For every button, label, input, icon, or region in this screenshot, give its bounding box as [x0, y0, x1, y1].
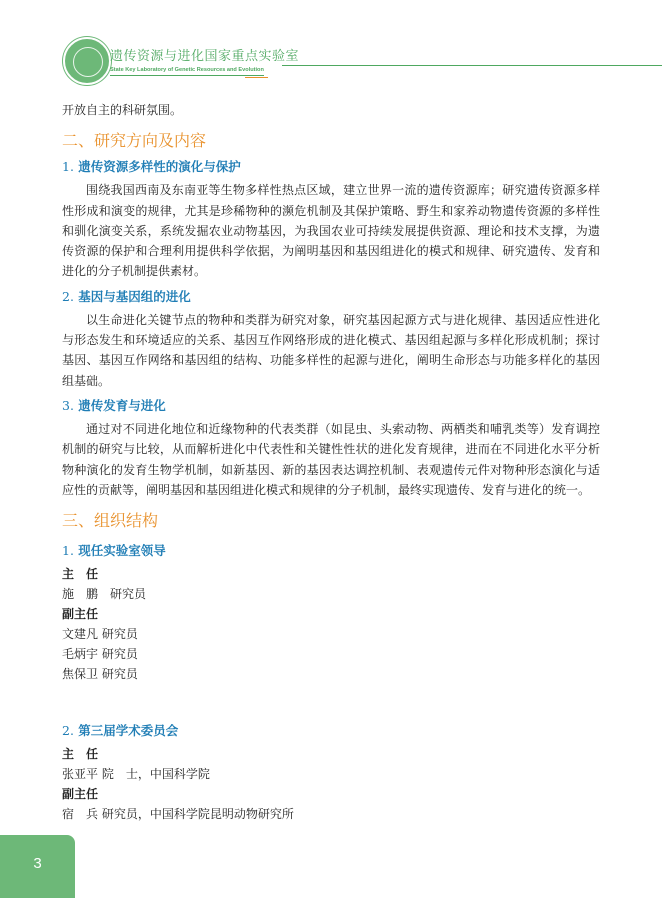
person-line: 张亚平 院 士，中国科学院 — [62, 767, 210, 782]
paragraph: 通过对不同进化地位和近缘物种的代表类群（如昆虫、头索动物、两栖类和哺乳类等）发育调控机制的研究与比较，从而解析进化中代表性和关键性性状的进化发育规律，进而在不同进化水平分析物种演化的发育生物学机制，如新基因、新的基因表达调控机制、表观遗传元件对物种形态演化与适应性的贡献等，阐明基因和基因组进化模式和规律的分子机制，最终实现遗传、发育与进化的统一。 — [62, 421, 600, 497]
person-line: 焦保卫 研究员 — [62, 667, 138, 682]
person-line: 宿 兵 研究员，中国科学院昆明动物研究所 — [62, 807, 294, 822]
subheading: 3. 遗传发育与进化 — [62, 397, 166, 413]
lab-logo — [63, 37, 111, 85]
person-line: 文建凡 研究员 — [62, 627, 138, 642]
page-content — [62, 100, 600, 824]
role-label: 主 任 — [62, 567, 99, 582]
header-divider — [282, 65, 662, 66]
subheading: 1. 遗传资源多样性的演化与保护 — [62, 159, 241, 175]
subheading: 1. 现任实验室领导 — [62, 543, 166, 559]
subheading: 2. 第三届学术委员会 — [62, 723, 179, 739]
page-number: 3 — [33, 855, 42, 872]
role-label: 副主任 — [62, 607, 99, 622]
person-line: 施 鹏 研究员 — [62, 587, 147, 602]
paragraph: 围绕我国西南及东南亚等生物多样性热点区域，建立世界一流的遗传资源库；研究遗传资源多样性形成和演变的规律，尤其是珍稀物种的濒危机制及其保护策略、野生和家养动物遗传资源的多样性和驯化演变关系，系统发掘农业动物基因，为我国农业可持续发展提供资源、理论和技术支撑，为遗传资源的保护和合理利用提供科学依据，为阐明基因和基因组进化的模式和规律、研究遗传、发育和进化的分子机制提供素材。 — [62, 183, 600, 279]
subheading: 2. 基因与基因组的进化 — [62, 288, 191, 304]
paragraph: 以生命进化关键节点的物种和类群为研究对象，研究基因起源方式与进化规律、基因适应性进化与形态发生和环境适应的关系、基因互作网络形成的进化模式、基因组起源与多样化形成机制；探讨基因、基因互作网络和基因组的结构、功能多样性的起源与进化，阐明生命形态与功能多样化的基因组基础。 — [62, 312, 600, 388]
intro-tail: 开放自主的科研氛围。 — [62, 103, 183, 117]
person-line: 毛炳宇 研究员 — [62, 647, 138, 662]
section-organization — [62, 510, 600, 824]
role-label: 副主任 — [62, 787, 99, 802]
lab-name-cn: 遗传资源与进化国家重点实验室 — [110, 49, 300, 64]
section-heading: 二、研究方向及内容 — [62, 131, 207, 151]
section-heading: 三、组织结构 — [62, 511, 159, 531]
accent-line — [245, 77, 268, 78]
lab-name-en: State Key Laboratory of Genetic Resources and Evolution — [110, 67, 264, 76]
role-label: 主 任 — [62, 747, 99, 762]
